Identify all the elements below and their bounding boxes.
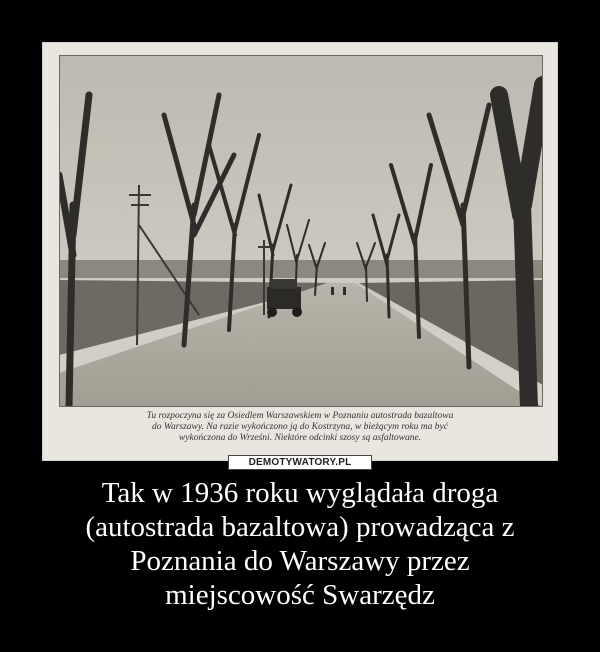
headline-line-4: miejscowość Swarzędz	[165, 579, 435, 611]
road-scene-illustration	[59, 55, 543, 407]
caption-line-2: do Warszawy. Na razie wykończono ją do Kostrzyna, w bieżącym roku ma być	[152, 422, 448, 432]
site-watermark: DEMOTYWATORY.PL	[228, 455, 372, 470]
photo-caption	[43, 411, 557, 459]
caption-line-3: wykończona do Wrześni. Niektóre odcinki szosy są asfaltowane.	[178, 433, 422, 443]
headline-line-3: Poznania do Warszawy przez	[130, 545, 470, 577]
historic-road-photo	[59, 55, 543, 407]
headline-line-1: Tak w 1936 roku wyglądała droga	[101, 477, 499, 509]
poster-headline	[0, 476, 600, 612]
headline-line-2: (autostrada bazaltowa) prowadząca z	[85, 511, 515, 543]
caption-line-1: Tu rozpoczyna się za Osiedlem Warszawskiem w Poznaniu autostrada bazaltowa	[146, 411, 454, 421]
poster-frame	[42, 42, 558, 461]
